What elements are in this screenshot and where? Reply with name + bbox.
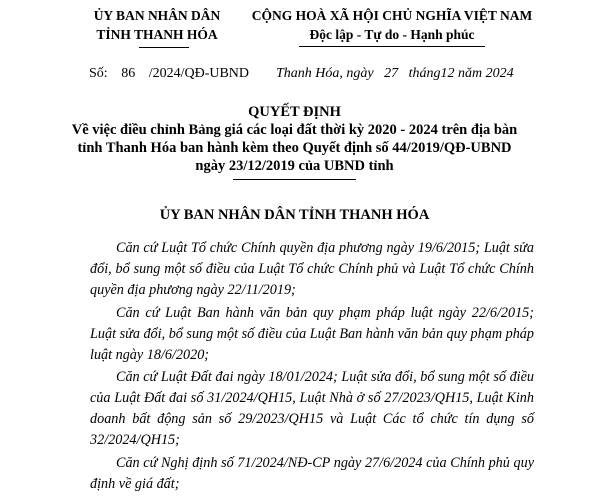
document-number: Số: 86 /2024/QĐ-UBND	[89, 66, 250, 81]
legal-basis-paragraph: Căn cứ Luật Tổ chức Chính quyền địa phương ngày 19/6/2015; Luật sửa đổi, bổ sung một số điều của Luật Tổ chức Chính phủ và Luật Tổ chức Chính quyền địa phương ngày 22/11/2019;	[90, 240, 534, 298]
issuing-authority: ỦY BAN NHÂN DÂN TỈNH THANH HÓA	[159, 207, 430, 223]
document-number-value: 86	[121, 66, 136, 81]
issue-date: Thanh Hóa, ngày 27 tháng12 năm 2024	[276, 66, 514, 81]
national-motto: Độc lập - Tự do - Hạnh phúc	[309, 27, 475, 42]
legal-basis-paragraph: Căn cứ Nghị định số 71/2024/NĐ-CP ngày 27/6/2024 của Chính phủ quy định về giá đất;	[90, 455, 534, 492]
issuer-underline	[139, 47, 189, 48]
decision-subject-line-3: ngày 23/12/2019 của UBND tỉnh	[195, 158, 394, 174]
decision-subject-line-1: Về việc điều chỉnh Bảng giá các loại đất thời kỳ 2020 - 2024 trên địa bàn	[71, 122, 518, 138]
title-underline	[233, 179, 356, 180]
decision-heading: QUYẾT ĐỊNH	[248, 104, 341, 120]
legal-basis-paragraph: Căn cứ Luật Đất đai ngày 18/01/2024; Luật sửa đổi, bổ sung một số điều của Luật Đất đai số 31/2024/QH15, Luật Nhà ở số 27/2023/QH15, Luật Kinh doanh bất động sản số 29/2023/QH15 và Luật Các tổ chức tín dụng số 32/2024/QH15;	[90, 369, 534, 448]
issuer-province: TỈNH THANH HÓA	[96, 27, 218, 42]
motto-underline	[299, 46, 485, 47]
decision-subject-line-2: tỉnh Thanh Hóa ban hành kèm theo Quyết định số 44/2019/QĐ-UBND	[77, 140, 512, 156]
national-title: CỘNG HOÀ XÃ HỘI CHỦ NGHĨA VIỆT NAM	[251, 8, 533, 23]
issuer-name: ỦY BAN NHÂN DÂN	[93, 8, 221, 23]
legal-basis-paragraph: Căn cứ Luật Ban hành văn bản quy phạm pháp luật ngày 22/6/2015; Luật sửa đổi, bổ sung một số điều của Luật Ban hành văn bản quy phạm pháp luật ngày 18/6/2020;	[90, 305, 534, 363]
